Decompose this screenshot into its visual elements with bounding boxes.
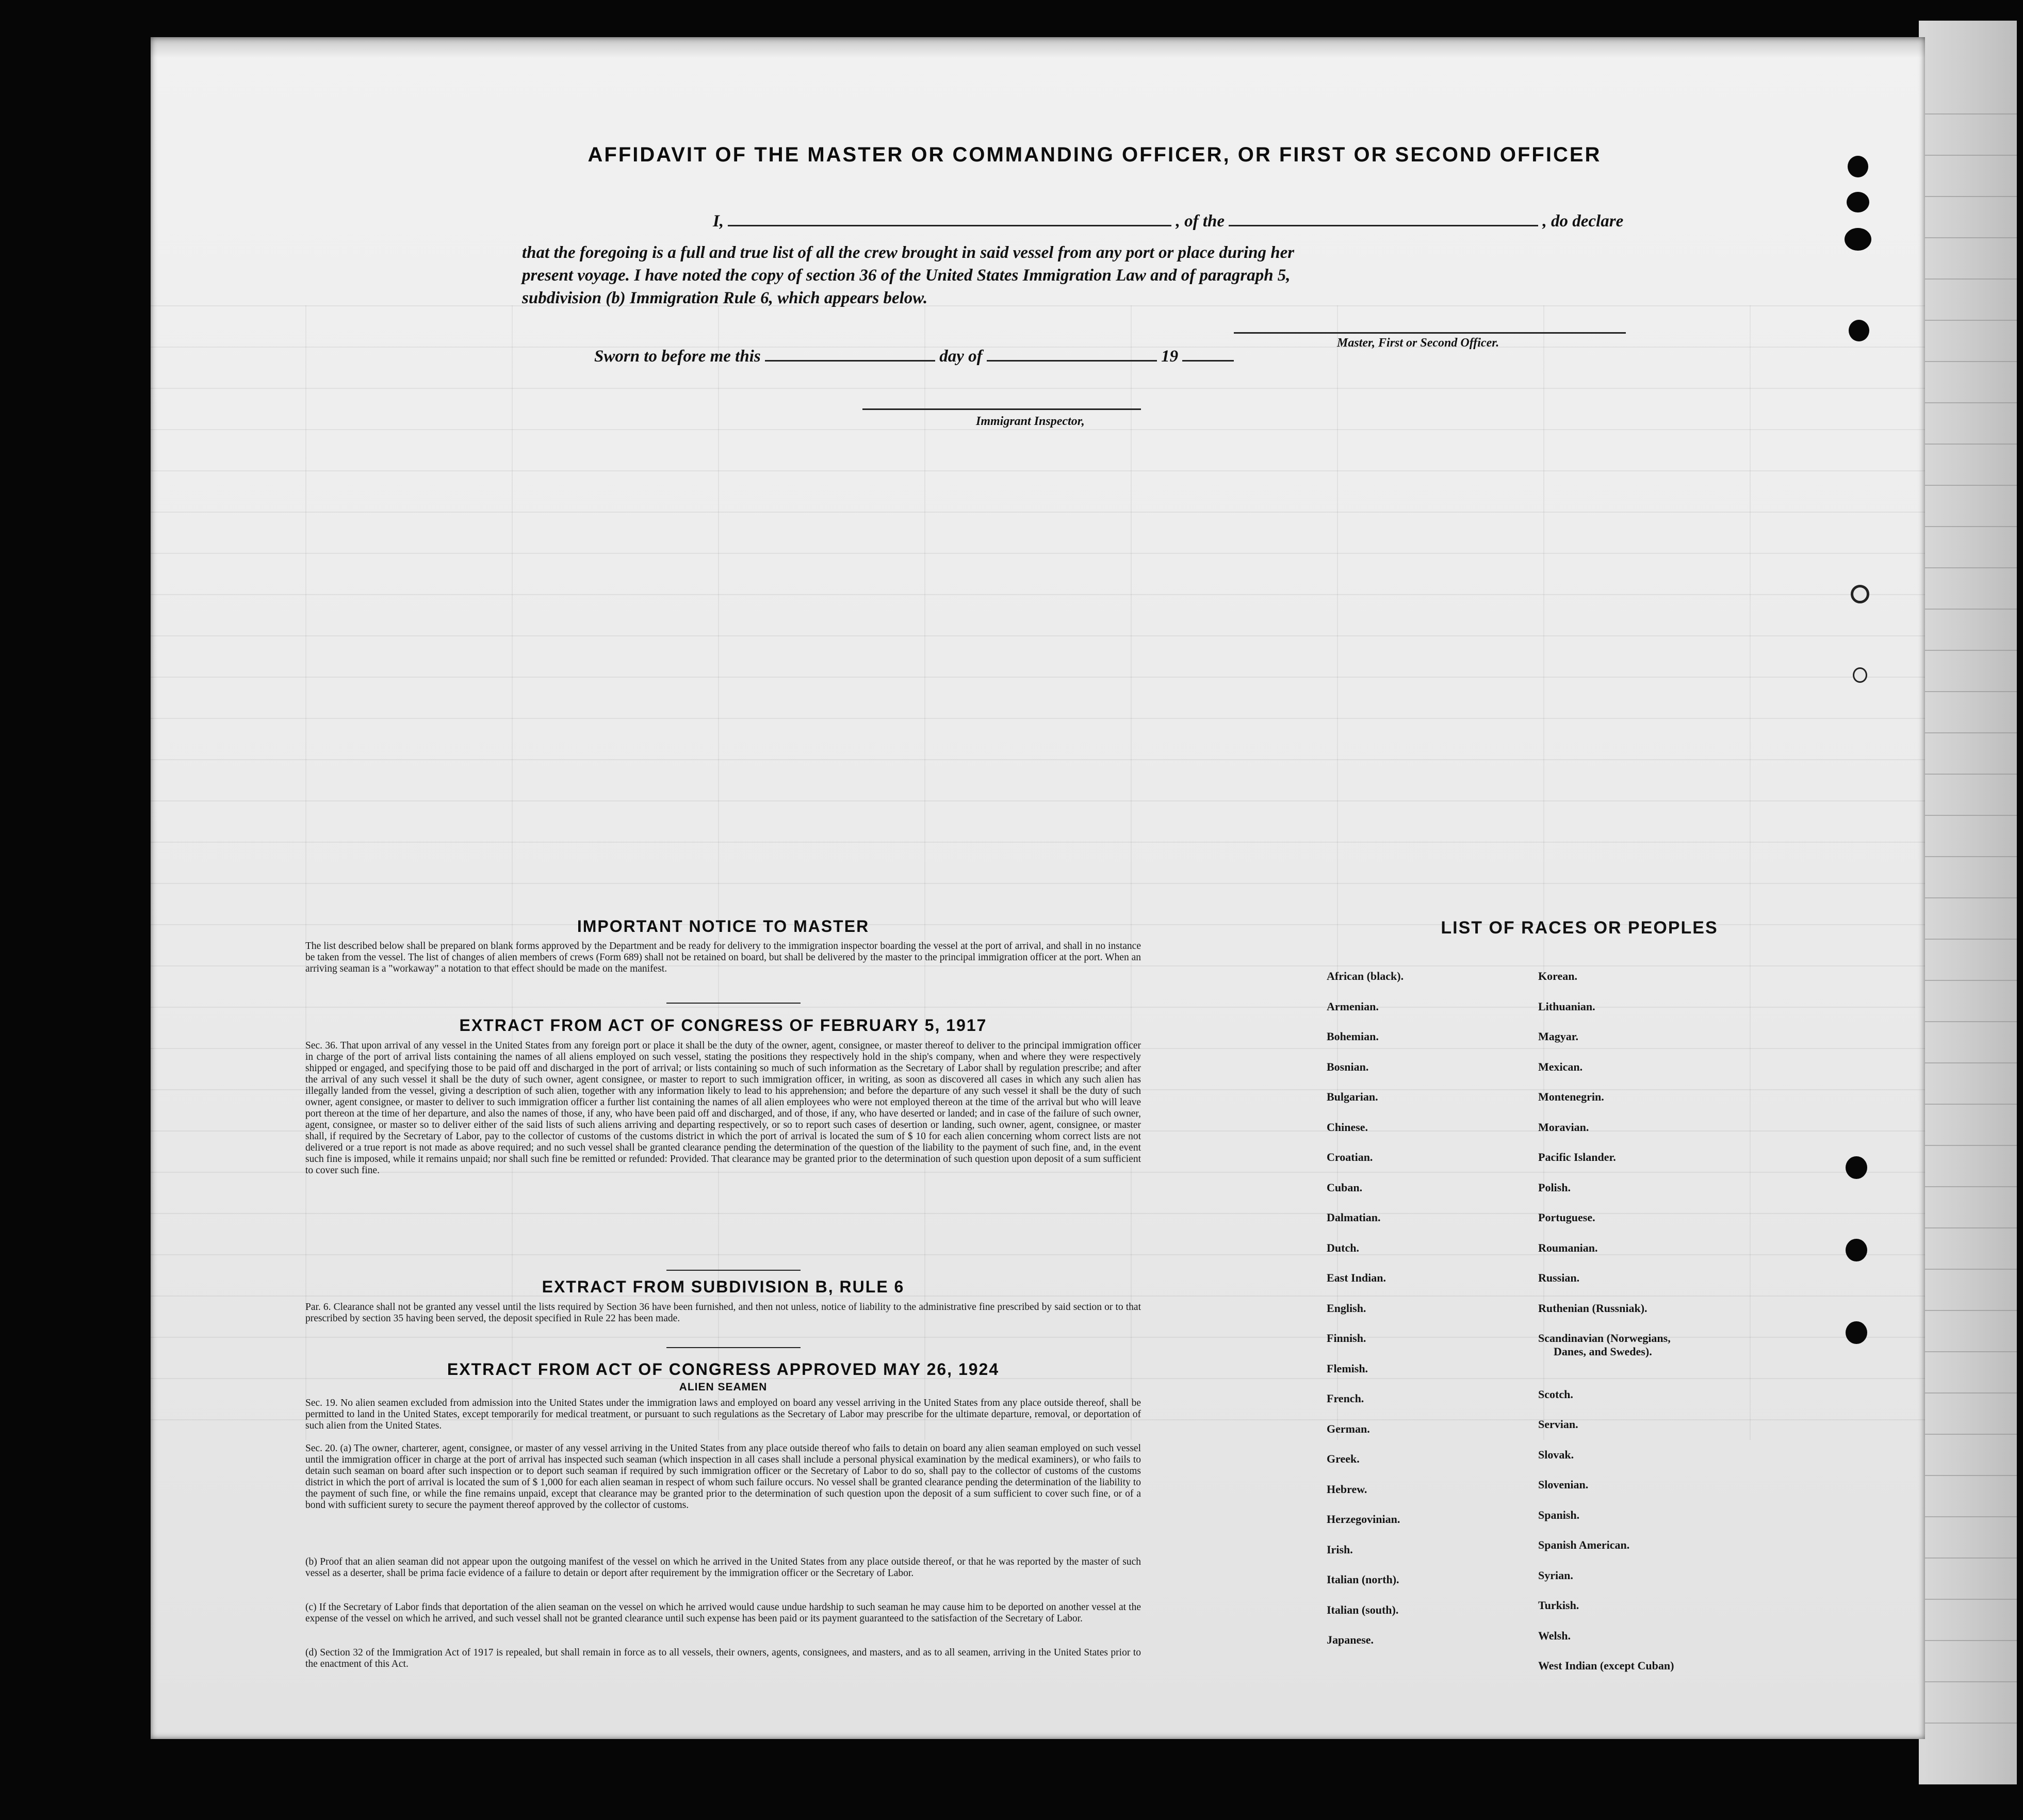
affidavit-text-line-4: subdivision (b) Immigration Rule 6, which appears below.	[522, 289, 928, 307]
race-right-item: Russian.	[1538, 1271, 1580, 1284]
race-right-item: Montenegrin.	[1538, 1090, 1604, 1103]
race-right-item: Spanish.	[1538, 1508, 1580, 1521]
affidavit-declare-label: , do declare	[1542, 212, 1624, 231]
sworn-year-blank	[1182, 347, 1234, 362]
document-page	[151, 37, 1925, 1739]
notice-to-master-title: IMPORTANT NOTICE TO MASTER	[577, 917, 870, 936]
master-signature-label: Master, First or Second Officer.	[1337, 336, 1499, 350]
extract-1924-sec20c: (c) If the Secretary of Labor finds that deportation of the alien seaman on the vessel on which he arrived would cause undue hardship to such seaman he may cause him to be deported on another vessel at the expense of the vessel on which he arrived, and such vessel shall not be granted clearance until such expense has been paid or its payment guaranteed to the satisfaction of the Secretary of Labor.	[305, 1602, 1141, 1624]
race-left-item: Cuban.	[1327, 1180, 1363, 1194]
race-left-item: Dutch.	[1327, 1241, 1359, 1254]
extract-1917-text: Sec. 36. That upon arrival of any vessel in the United States from any foreign port or place it shall be the duty of the owner, agent, consignee, or master thereof to deliver to the principal immigration officer in charge of the port of arrival lists containing the names of all aliens employed on such vessel, stating the positions they respectively hold in the ship's company, when and where they were respectively shipped or engaged, and specifying those to be paid off and discharged in the port of arrival; or lists containing so much of such information as the Secretary of Labor shall by regulation prescribe; and after the arrival of any such vessel it shall be the duty of such owner, agent consignee, or master to report to such immigration officer, in writing, as soon as discovered all cases in which any such alien has illegally landed from the vessel, giving a description of such alien, together with any information likely to lead to his apprehension; and before the departure of any such vessel it shall be the duty of such owner, agent consignee, or master to deliver to such immigration officer a further list containing the names of all alien employees who were not employed thereon at the time of the arrival but who will leave port thereon at the time of her departure, and also the names of those, if any, who have been paid off and discharged, and of those, if any, who have deserted or landed; and in case of the failure of such owner, agent, consignee, or master so to deliver either of the said lists of such aliens arriving and departing respectively, or so to report such cases of desertion or landing, such owner, agent, consignee, or master shall, if required by the Secretary of Labor, pay to the collector of customs of the customs district in which the port of arrival is located the sum of $ 10 for each alien concerning whom correct lists are not delivered or a true report is not made as above required; and no such vessel shall be granted clearance pending the determination of the question of the liability to the payment of such fine, and, in the event such fine is imposed, while it remains unpaid; nor shall such fine be remitted or refunded: Provided. That clearance may be granted prior to the determination of such question upon deposit of a sum sufficient to cover such fine.	[305, 1040, 1141, 1176]
affidavit-declaration-line	[713, 211, 1623, 231]
section-divider	[666, 1003, 801, 1004]
race-right-item: Magyar.	[1538, 1030, 1579, 1043]
section-divider	[666, 1270, 801, 1271]
sworn-before-line	[594, 347, 1234, 366]
race-left-item: Finnish.	[1327, 1332, 1366, 1344]
race-left-item: Hebrew.	[1327, 1482, 1367, 1496]
paper-edge-shadow	[151, 37, 1925, 58]
section-divider	[666, 1347, 801, 1348]
race-right-item: Spanish American.	[1538, 1538, 1630, 1551]
extract-1917-title: EXTRACT FROM ACT OF CONGRESS OF FEBRUARY 5, 1917	[459, 1016, 987, 1035]
race-right-item: Roumanian.	[1538, 1241, 1598, 1254]
race-left-item: Chinese.	[1327, 1120, 1368, 1134]
sworn-day-of-label: day of	[939, 347, 983, 366]
extract-1924-sec20a: Sec. 20. (a) The owner, charterer, agent, consignee, or master of any vessel arriving in the United States from any place outside thereof who fails to detain on board any alien seaman employed on such vessel until the immigration officer in charge at the port of arrival has inspected such seaman (which inspection in all cases shall include a personal physical examination by the medical examiners), or who fails to detain such seaman on board after such inspection or to deport such seaman if required by such immigration officer or the Secretary of Labor to do so, shall pay to the collector of customs of the customs district in which the port of arrival is located the sum of $ 1,000 for each alien seaman in respect of whom such failure occurs. No vessel shall be granted clearance pending the determination of the liability to the payment of such fine, or while the fine remains unpaid, except that clearance may be granted prior to the determination of such question upon the deposit of a sum sufficient to cover such fine, or of a bond with sufficient surety to secure the payment thereof approved by the collector of customs.	[305, 1443, 1141, 1511]
race-left-item: Japanese.	[1327, 1633, 1374, 1646]
sworn-year-label: 19	[1161, 347, 1179, 366]
extract-1924-sec20b: (b) Proof that an alien seaman did not appear upon the outgoing manifest of the vessel on which he arrived in the United States from any place outside thereof, or that he was reported by the master of such vessel as a deserter, shall be prima facie evidence of a failure to detain or deport after requirement by the immigration officer or the Secretary of Labor.	[305, 1556, 1141, 1579]
race-right-item: Danes, and Swedes).	[1554, 1345, 1652, 1358]
race-right-item: Slovak.	[1538, 1448, 1574, 1461]
extract-rule6-text: Par. 6. Clearance shall not be granted any vessel until the lists required by Section 36 have been furnished, and then not unless, notice of liability to the administrative fine prescribed by said section or to that prescribed by section 35 having been served, the deposit specified in Rule 22 has been made.	[305, 1302, 1141, 1324]
race-left-item: Italian (south).	[1327, 1603, 1399, 1616]
race-left-item: Armenian.	[1327, 999, 1379, 1013]
extract-rule6-title: EXTRACT FROM SUBDIVISION B, RULE 6	[542, 1277, 905, 1296]
punch-hole	[1847, 192, 1869, 212]
affidavit-text-line-2: that the foregoing is a full and true list of all the crew brought in said vessel from any port or place during her	[522, 243, 1295, 262]
extract-1924-subtitle: ALIEN SEAMEN	[679, 1381, 768, 1393]
race-right-item: Scandinavian (Norwegians,	[1538, 1332, 1671, 1344]
punch-hole	[1846, 1156, 1867, 1179]
race-right-item: Lithuanian.	[1538, 999, 1595, 1013]
affidavit-title: AFFIDAVIT OF THE MASTER OR COMMANDING OFFICER, OR FIRST OR SECOND OFFICER	[588, 143, 1602, 166]
punch-hole	[1849, 320, 1869, 341]
master-signature-line	[1234, 332, 1626, 334]
race-left-item: East Indian.	[1327, 1271, 1386, 1284]
punch-hole	[1853, 667, 1867, 683]
race-left-item: African (black).	[1327, 970, 1404, 982]
race-left-item: Bulgarian.	[1327, 1090, 1378, 1103]
race-left-item: English.	[1327, 1301, 1366, 1315]
race-left-item: Bosnian.	[1327, 1060, 1369, 1073]
race-right-item: Servian.	[1538, 1418, 1578, 1431]
race-right-item: Welsh.	[1538, 1629, 1571, 1642]
race-left-item: Herzegovinian.	[1327, 1513, 1400, 1526]
race-left-item: Dalmatian.	[1327, 1211, 1381, 1224]
background-sheet	[1919, 21, 2017, 1784]
race-left-item: Flemish.	[1327, 1362, 1368, 1375]
sworn-day-blank	[765, 347, 935, 362]
punch-hole	[1851, 585, 1869, 603]
punch-hole	[1845, 228, 1871, 251]
race-left-item: Greek.	[1327, 1452, 1360, 1465]
race-right-item: Scotch.	[1538, 1387, 1573, 1401]
punch-hole	[1846, 1321, 1867, 1344]
race-right-item: Portuguese.	[1538, 1211, 1595, 1224]
race-right-item: Syrian.	[1538, 1568, 1573, 1582]
race-right-item: Mexican.	[1538, 1060, 1583, 1073]
extract-1924-title: EXTRACT FROM ACT OF CONGRESS APPROVED MAY 26, 1924	[447, 1360, 1000, 1379]
affidavit-of-the-label: , of the	[1176, 212, 1225, 231]
sworn-label: Sworn to before me this	[594, 347, 761, 366]
inspector-signature-label: Immigrant Inspector,	[976, 415, 1085, 428]
race-right-item: West Indian (except Cuban)	[1538, 1659, 1674, 1672]
race-left-item: German.	[1327, 1422, 1370, 1435]
affidavit-i-label: I,	[713, 212, 724, 231]
race-left-item: Italian (north).	[1327, 1573, 1399, 1586]
races-list-title: LIST OF RACES OR PEOPLES	[1441, 918, 1718, 938]
sworn-month-blank	[987, 347, 1157, 362]
master-name-blank	[728, 211, 1171, 226]
race-right-item: Korean.	[1538, 970, 1577, 982]
inspector-signature-line	[862, 408, 1141, 410]
race-right-item: Moravian.	[1538, 1120, 1589, 1134]
extract-1924-sec19: Sec. 19. No alien seamen excluded from admission into the United States under the immigration laws and employed on board any vessel arriving in the United States from any place outside thereof, shall be permitted to land in the United States, except temporarily for medical treatment, or pursuant to such regulations as the Secretary of Labor may prescribe for the ultimate departure, removal, or deportation of such alien from the United States.	[305, 1398, 1141, 1431]
race-left-item: French.	[1327, 1392, 1364, 1405]
extract-1924-sec20d: (d) Section 32 of the Immigration Act of 1917 is repealed, but shall remain in force as to all vessels, their owners, agents, consignees, and masters, and as to all seamen, arriving in the United States prior to the enactment of this Act.	[305, 1647, 1141, 1669]
race-left-item: Bohemian.	[1327, 1030, 1379, 1043]
vessel-name-blank	[1229, 211, 1538, 226]
race-right-item: Pacific Islander.	[1538, 1151, 1616, 1163]
race-right-item: Turkish.	[1538, 1599, 1579, 1612]
race-left-item: Croatian.	[1327, 1151, 1373, 1163]
race-right-item: Slovenian.	[1538, 1478, 1589, 1491]
notice-to-master-text: The list described below shall be prepared on blank forms approved by the Department and be ready for delivery to the immigration inspector boarding the vessel at the port of arrival, and shall in no instance be taken from the vessel. The list of changes of alien members of crews (Form 689) shall not be retained on board, but shall be delivered by the master to the principal immigration officer at the port. When an arriving seaman is a "workaway" a notation to that effect should be made on the manifest.	[305, 941, 1141, 974]
race-right-item: Polish.	[1538, 1180, 1571, 1194]
punch-hole	[1846, 1239, 1867, 1261]
race-left-item: Irish.	[1327, 1543, 1353, 1556]
affidavit-text-line-3: present voyage. I have noted the copy of section 36 of the United States Immigration Law and of paragraph 5,	[522, 266, 1291, 285]
race-right-item: Ruthenian (Russniak).	[1538, 1301, 1647, 1315]
punch-hole	[1848, 156, 1868, 177]
